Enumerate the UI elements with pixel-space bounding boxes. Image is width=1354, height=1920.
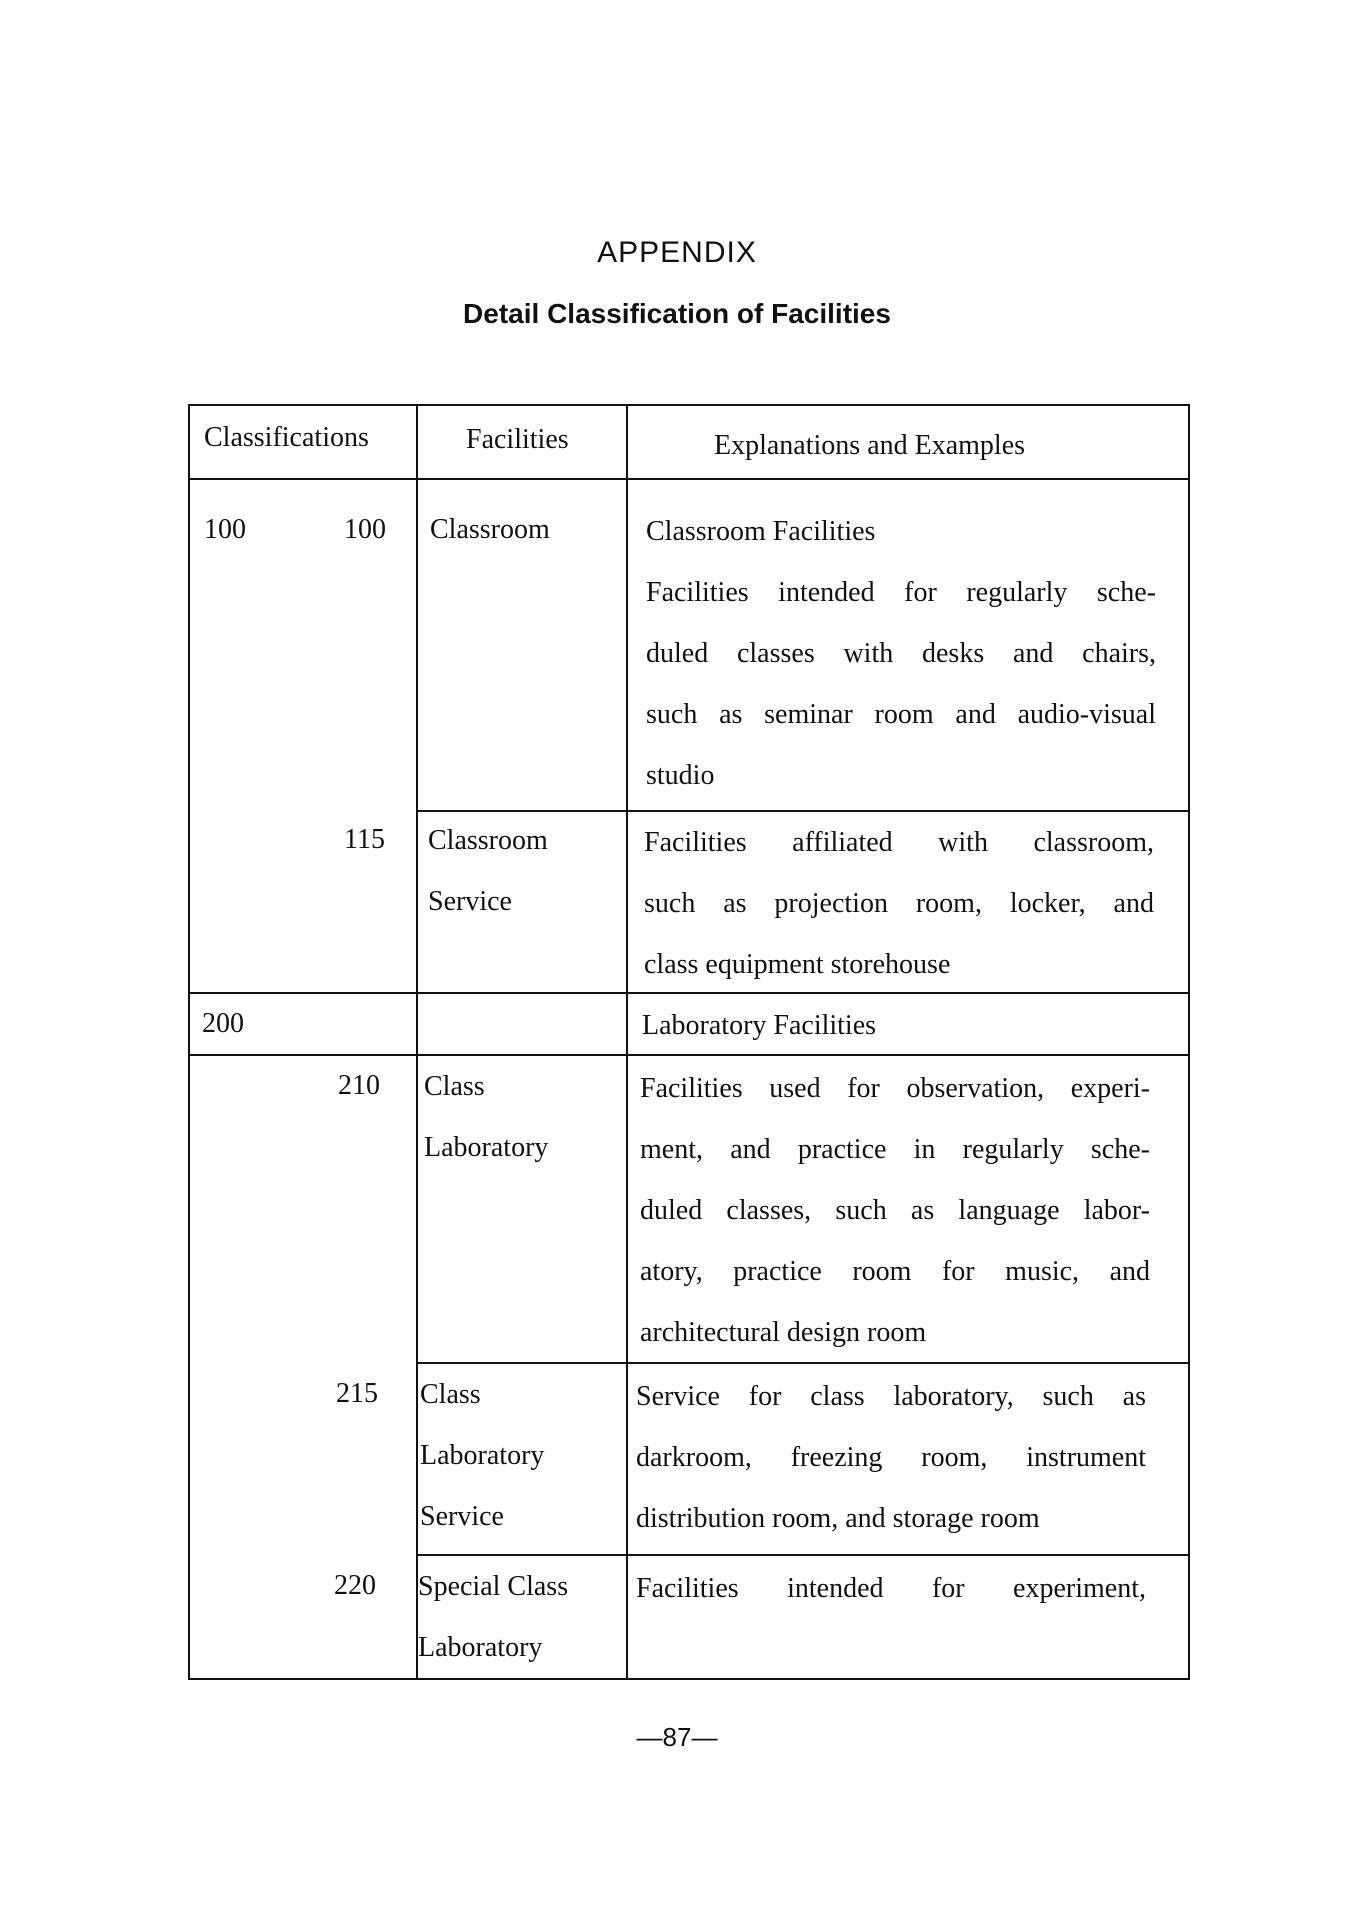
explanation-line: Facilities affiliated with classroom, bbox=[644, 827, 1154, 858]
header-facilities: Facilities bbox=[466, 424, 569, 455]
facility-classroom bbox=[430, 499, 550, 560]
explanation-line: Classroom Facilities bbox=[646, 516, 876, 547]
explanation-line: such as projection room, locker, and bbox=[644, 888, 1154, 919]
facility-line: Classroom bbox=[428, 825, 548, 856]
column-divider-2 bbox=[626, 406, 628, 1678]
explanation-line: Facilities intended for regularly sche- bbox=[646, 577, 1156, 608]
explanation-line: such as seminar room and audio-visual bbox=[646, 699, 1156, 730]
code-minor-215: 215 bbox=[336, 1378, 378, 1409]
explanation-line: Facilities intended for experiment, bbox=[636, 1573, 1146, 1604]
explanation-215 bbox=[636, 1366, 1146, 1549]
explanation-line: duled classes with desks and chairs, bbox=[646, 638, 1156, 669]
facility-line: Service bbox=[428, 886, 512, 917]
explanation-line: ment, and practice in regularly sche- bbox=[640, 1134, 1150, 1165]
header-classifications: Classifications bbox=[204, 422, 369, 453]
header-explanations: Explanations and Examples bbox=[714, 430, 1026, 461]
explanation-200 bbox=[642, 995, 876, 1056]
header-rule bbox=[190, 478, 1188, 480]
explanation-210 bbox=[640, 1058, 1150, 1363]
explanation-line: darkroom, freezing room, instrument bbox=[636, 1442, 1146, 1473]
explanation-line: atory, practice room for music, and bbox=[640, 1256, 1150, 1287]
explanation-line: duled classes, such as language labor- bbox=[640, 1195, 1150, 1226]
explanation-100 bbox=[646, 501, 1156, 806]
appendix-title: APPENDIX bbox=[597, 236, 757, 269]
explanation-line: Laboratory Facilities bbox=[642, 1010, 877, 1041]
explanation-220 bbox=[636, 1558, 1146, 1619]
code-minor-100: 100 bbox=[344, 514, 386, 545]
code-minor-220: 220 bbox=[334, 1570, 376, 1601]
explanation-115 bbox=[644, 812, 1154, 995]
facility-line: Laboratory bbox=[418, 1632, 543, 1663]
explanation-line: class equipment storehouse bbox=[644, 949, 951, 980]
facility-class-laboratory bbox=[424, 1056, 548, 1178]
explanation-line: architectural design room bbox=[640, 1317, 927, 1348]
explanation-line: studio bbox=[646, 760, 715, 791]
facility-line: Laboratory bbox=[420, 1440, 545, 1471]
code-major-200: 200 bbox=[202, 1008, 244, 1039]
explanation-line: Service for class laboratory, such as bbox=[636, 1381, 1146, 1412]
facility-class-laboratory-service bbox=[420, 1364, 544, 1547]
code-minor-210: 210 bbox=[338, 1070, 380, 1101]
facility-line: Class bbox=[424, 1071, 485, 1102]
page-number: —87— bbox=[636, 1722, 718, 1752]
facilities-classification-table bbox=[188, 404, 1190, 1680]
code-minor-115: 115 bbox=[344, 824, 385, 855]
explanation-line: distribution room, and storage room bbox=[636, 1503, 1040, 1534]
column-divider-1 bbox=[416, 406, 418, 1678]
appendix-subtitle: Detail Classification of Facilities bbox=[463, 298, 891, 329]
facility-special-class-laboratory bbox=[418, 1556, 568, 1678]
explanation-line: Facilities used for observation, experi- bbox=[640, 1073, 1150, 1104]
facility-classroom-service bbox=[428, 810, 548, 932]
facility-line: Special Class bbox=[418, 1571, 569, 1602]
facility-line: Laboratory bbox=[424, 1132, 549, 1163]
facility-line: Service bbox=[420, 1501, 504, 1532]
facility-line: Class bbox=[420, 1379, 481, 1410]
facility-line: Classroom bbox=[430, 514, 550, 545]
code-major-100: 100 bbox=[204, 514, 246, 545]
